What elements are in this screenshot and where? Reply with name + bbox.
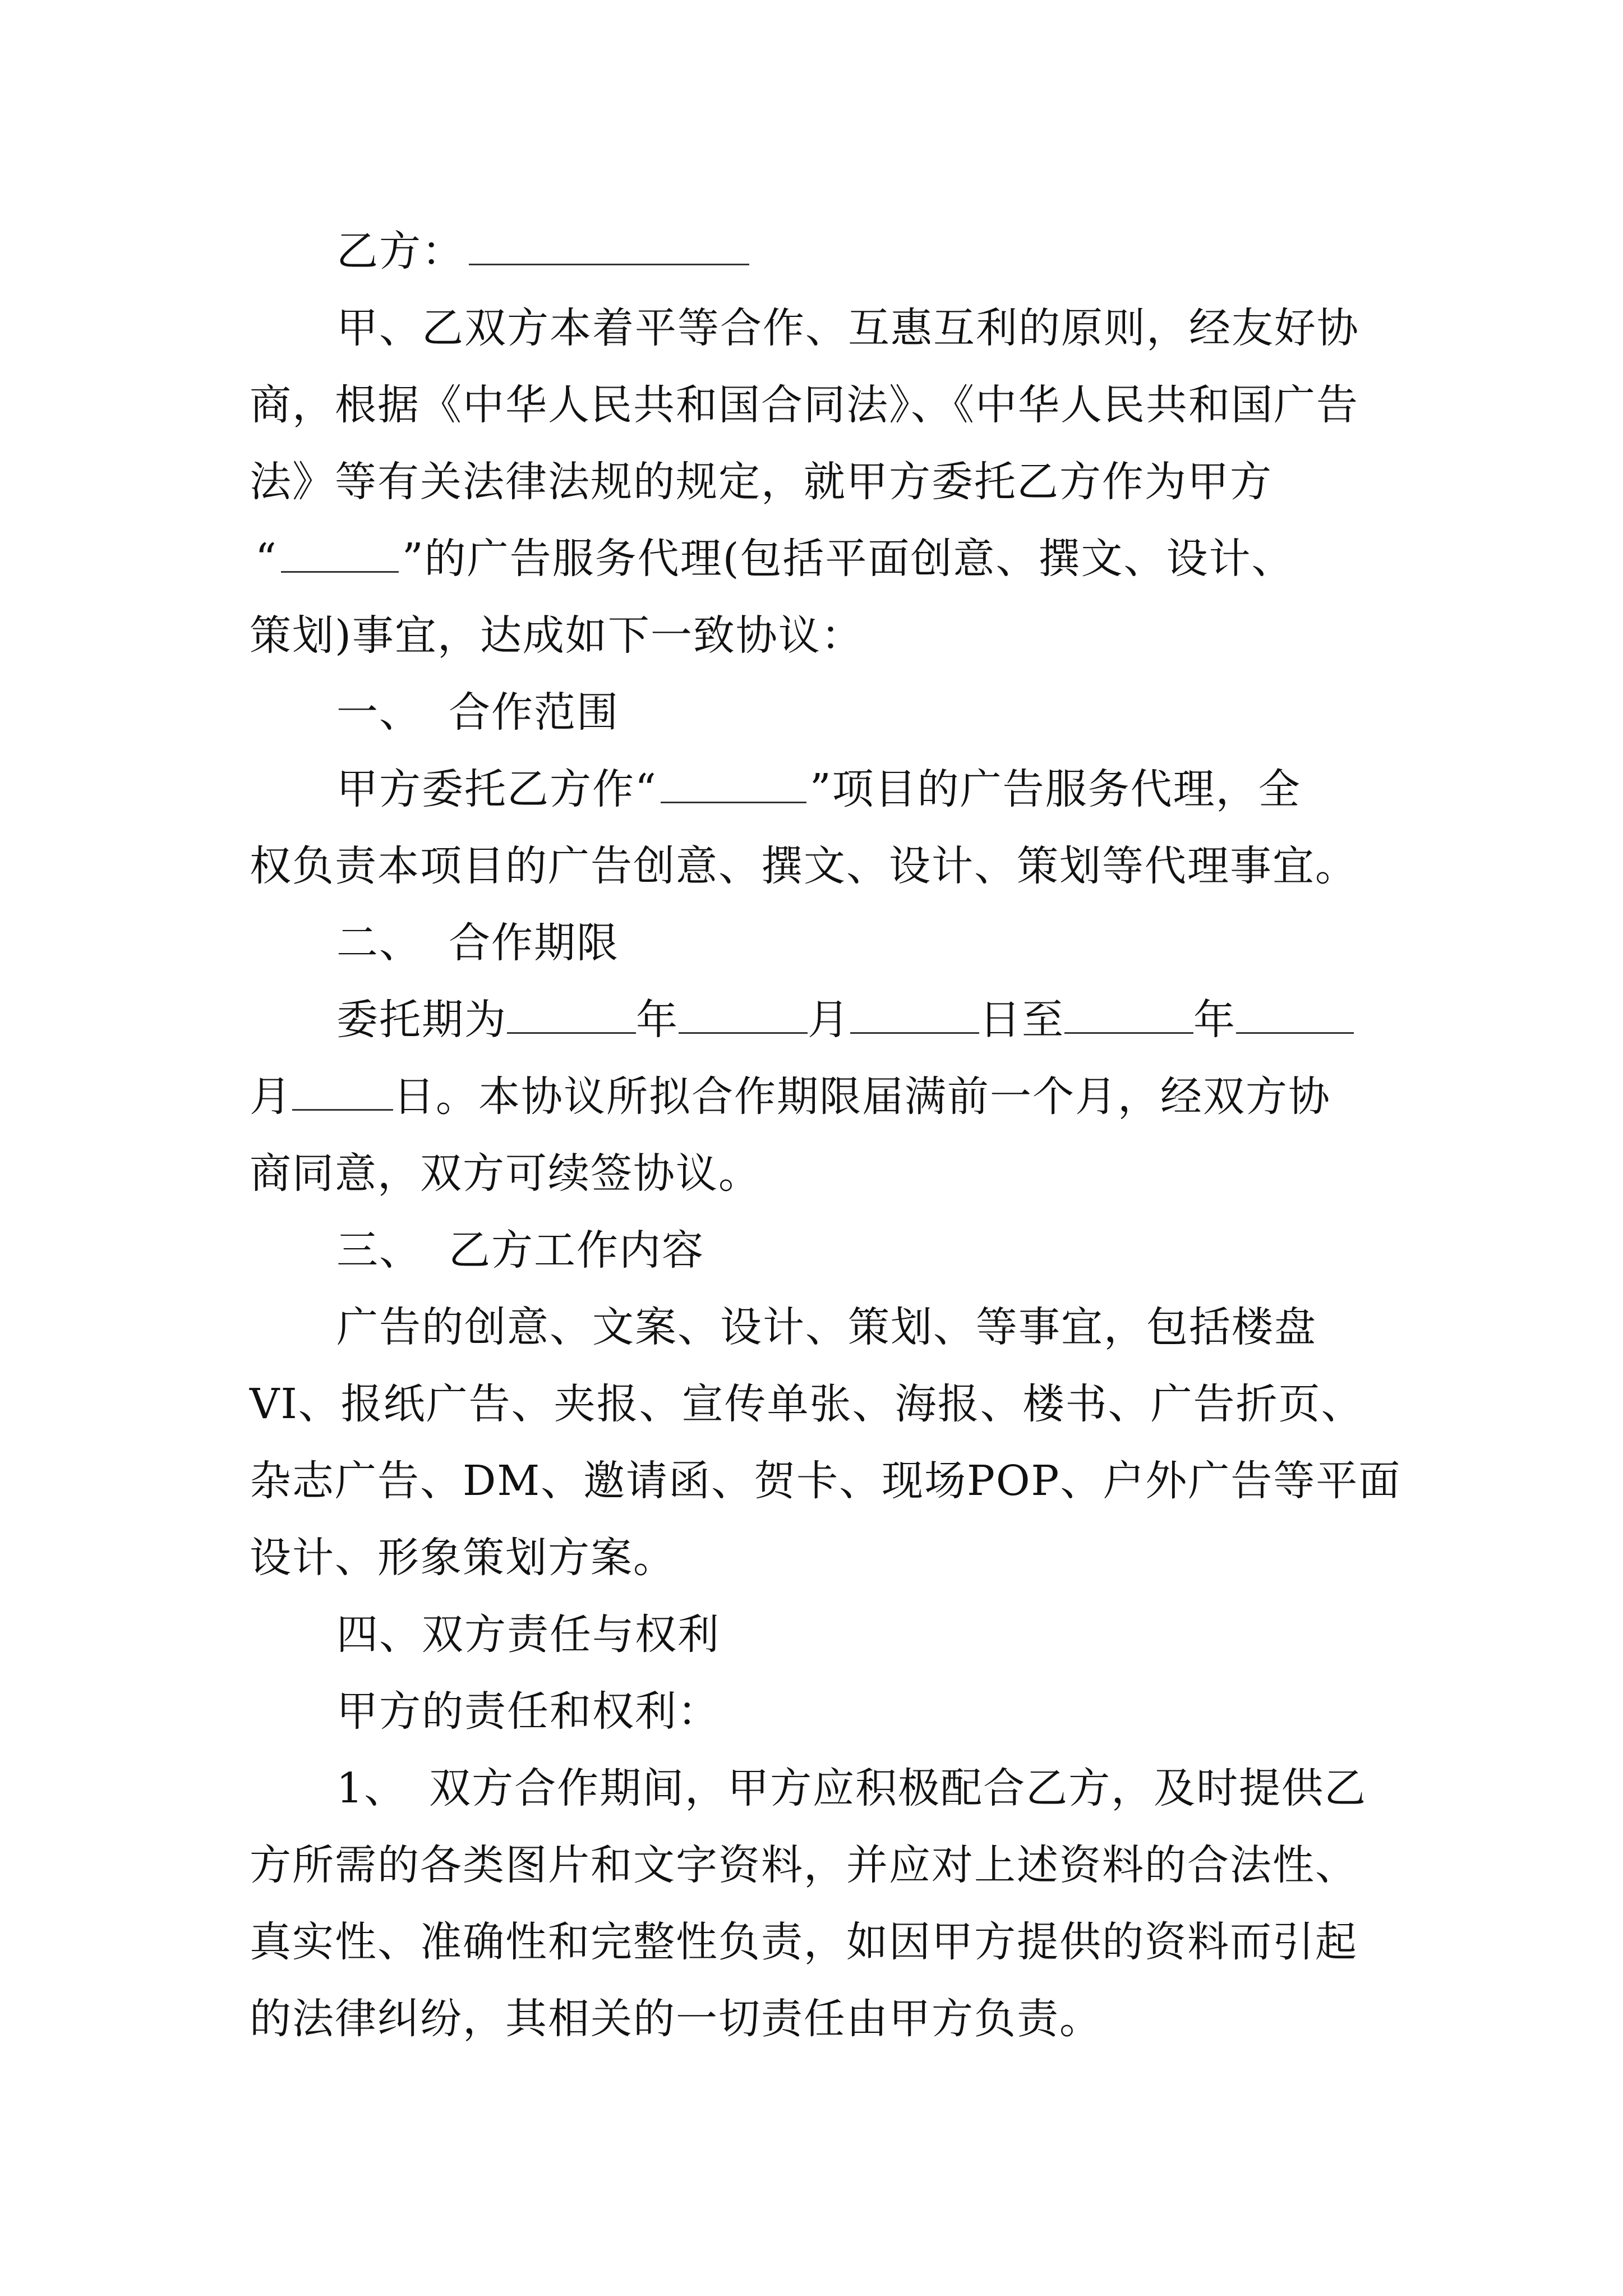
- item-1-line-1-text: 双方合作期间，甲方应积极配合乙方，及时提供乙: [429, 1764, 1367, 1812]
- section-2-line-3: 商同意，双方可续签协议。: [250, 1149, 761, 1198]
- intro-line-1: 甲、乙双方本着平等合作、互惠互利的原则，经友好协: [336, 304, 1359, 352]
- end-month-blank: [1236, 1000, 1354, 1034]
- start-day-blank: [850, 1000, 979, 1034]
- section-1-heading: [250, 674, 1394, 751]
- section-2-line-2-text: 日。本协议所拟合作期限届满前一个月，经双方协: [393, 1073, 1331, 1121]
- section-1-title: 合作范围: [449, 688, 619, 737]
- month-label-1: 月: [808, 996, 850, 1044]
- section-1-line-1: [250, 751, 1394, 828]
- section-3-line-4: 设计、形象策划方案。: [250, 1534, 676, 1582]
- section-1-line-1-end: ”项目的广告服务代理，全: [809, 765, 1301, 813]
- section-2-heading: [250, 905, 1394, 982]
- section-3-line-1: 广告的创意、文案、设计、策划、等事宜，包括楼盘: [336, 1303, 1317, 1351]
- start-month-blank: [679, 1000, 808, 1034]
- section-2-number: 二、: [336, 919, 422, 967]
- contract-page: [250, 213, 1401, 2058]
- party-a-subheading: 甲方的责任和权利：: [336, 1687, 720, 1736]
- end-year-blank: [1064, 1000, 1193, 1034]
- item-1-line-3: 真实性、准确性和完整性负责，如因甲方提供的资料而引起: [250, 1918, 1358, 1966]
- section-4-heading: 四、双方责任与权利: [336, 1611, 720, 1659]
- section-2-title: 合作期限: [449, 919, 619, 967]
- section-2-line-1: [250, 982, 1394, 1059]
- party-b-line: [250, 213, 1394, 290]
- month-label-2: 月: [250, 1073, 292, 1121]
- item-1-number: 1、: [336, 1764, 407, 1812]
- term-prefix: 委托期为: [336, 996, 507, 1044]
- start-year-blank: [507, 1000, 636, 1034]
- open-quote: “: [255, 535, 278, 583]
- intro-line-5: 策划)事宜，达成如下一致协议：: [250, 611, 864, 660]
- project-name-blank: [281, 539, 399, 573]
- party-b-label: 乙方：: [336, 227, 464, 275]
- end-day-blank: [292, 1076, 393, 1111]
- section-3-number: 三、: [336, 1226, 422, 1274]
- section-2-line-2: [250, 1059, 1394, 1135]
- section-1-number: 一、: [336, 688, 422, 737]
- section-3-title: 乙方工作内容: [449, 1226, 704, 1274]
- intro-line-2: 商，根据《中华人民共和国合同法》、《中华人民共和国广告: [250, 381, 1359, 429]
- section-3-line-2: VI、报纸广告、夹报、宣传单张、海报、楼书、广告折页、: [250, 1380, 1364, 1428]
- intro-line-4-text: ”的广告服务代理(包括平面创意、撰文、设计、: [402, 535, 1294, 583]
- section-3-line-3: 杂志广告、DM、邀请函、贺卡、现场POP、户外广告等平面: [250, 1457, 1401, 1505]
- project-blank: [661, 769, 806, 803]
- year-label-1: 年: [636, 996, 679, 1044]
- intro-line-4: [250, 521, 1394, 597]
- day-to-label: 日至: [979, 996, 1064, 1044]
- section-1-line-1-start: 甲方委托乙方作“: [336, 765, 657, 813]
- intro-line-3: 法》等有关法律法规的规定，就甲方委托乙方作为甲方: [250, 458, 1272, 506]
- year-label-2: 年: [1193, 996, 1236, 1044]
- section-3-heading: [250, 1212, 1394, 1289]
- item-1-line-4: 的法律纠纷，其相关的一切责任由甲方负责。: [250, 1995, 1102, 2043]
- party-b-blank: [469, 231, 749, 265]
- item-1-line-2: 方所需的各类图片和文字资料，并应对上述资料的合法性、: [250, 1841, 1358, 1889]
- section-1-line-2: 权负责本项目的广告创意、撰文、设计、策划等代理事宜。: [250, 842, 1358, 890]
- item-1-line-1: [250, 1750, 1394, 1827]
